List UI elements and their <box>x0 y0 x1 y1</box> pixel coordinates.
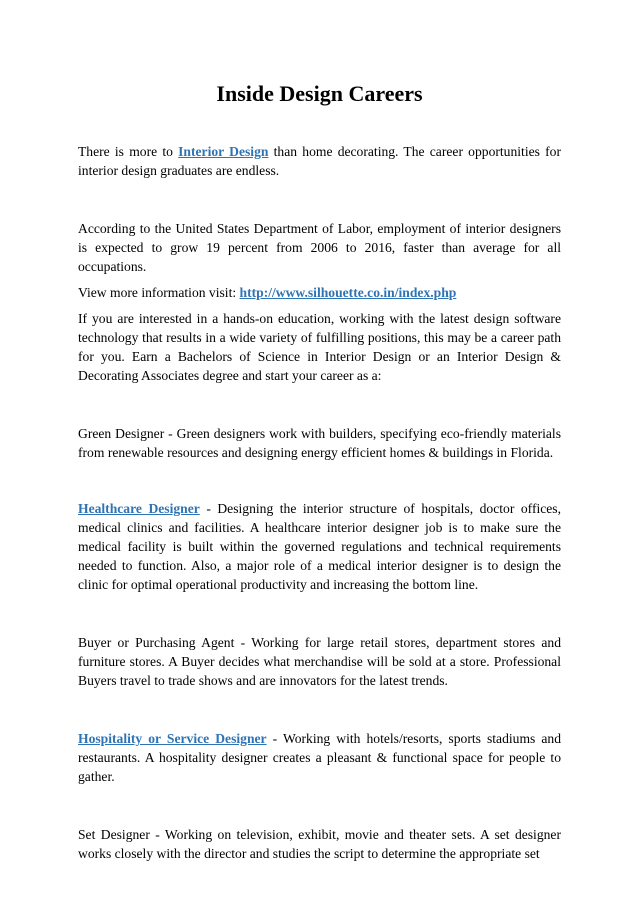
hospitality-designer-text: - Working with hotels/resorts, sports stadiums and restaurants. A hospitality designer creates a pleasant & functional space for people to gather. <box>78 731 561 784</box>
intro-text-post: than home decorating. The career opportunities for interior design graduates are endless. <box>78 144 561 178</box>
page-title: Inside Design Careers <box>216 81 423 106</box>
healthcare-designer-link[interactable]: Healthcare Designer <box>78 501 200 516</box>
healthcare-designer-text: - Designing the interior structure of hospitals, doctor offices, medical clinics and facilities. A healthcare interior designer job is to make sure the medical facility is built within the governed regulations and technical requirements needed to function. Also, a major role of a medical interior designer is to design the clinic for optimal operational productivity and increasing the bottom line. <box>78 501 562 592</box>
labor-paragraph: According to the United States Department of Labor, employment of interior designers is expected to grow 19 percent from 2006 to 2016, faster than average for all occupations. <box>78 221 561 274</box>
education-paragraph: If you are interested in a hands-on education, working with the latest design software technology that results in a wide variety of fulfilling positions, this may be a career path for you. Earn a Bachelors of Science in Interior Design or an Interior Design & Decorating Associates degree and start your career as a: <box>78 311 561 383</box>
set-designer-paragraph: Set Designer - Working on television, exhibit, movie and theater sets. A set designer works closely with the director and studies the script to determine the appropriate set <box>78 827 561 861</box>
interior-design-link[interactable]: Interior Design <box>178 144 269 159</box>
hospitality-designer-link[interactable]: Hospitality or Service Designer <box>78 731 267 746</box>
more-info-label: View more information visit: <box>78 285 240 300</box>
silhouette-url-link[interactable]: http://www.silhouette.co.in/index.php <box>239 285 457 300</box>
healthcare-designer-paragraph <box>78 499 561 594</box>
green-designer-paragraph: Green Designer - Green designers work with builders, specifying eco-friendly materials from renewable resources and designing energy efficient homes & buildings in Florida. <box>78 426 561 460</box>
intro-text-pre: There is more to <box>78 144 179 159</box>
buyer-paragraph: Buyer or Purchasing Agent - Working for large retail stores, department stores and furniture stores. A Buyer decides what merchandise will be sold at a store. Professional Buyers travel to trade shows and are innovators for the latest trends. <box>78 635 561 688</box>
document-page <box>78 80 561 863</box>
more-info-paragraph <box>78 283 561 302</box>
intro-paragraph <box>78 142 561 180</box>
hospitality-designer-paragraph <box>78 729 561 786</box>
